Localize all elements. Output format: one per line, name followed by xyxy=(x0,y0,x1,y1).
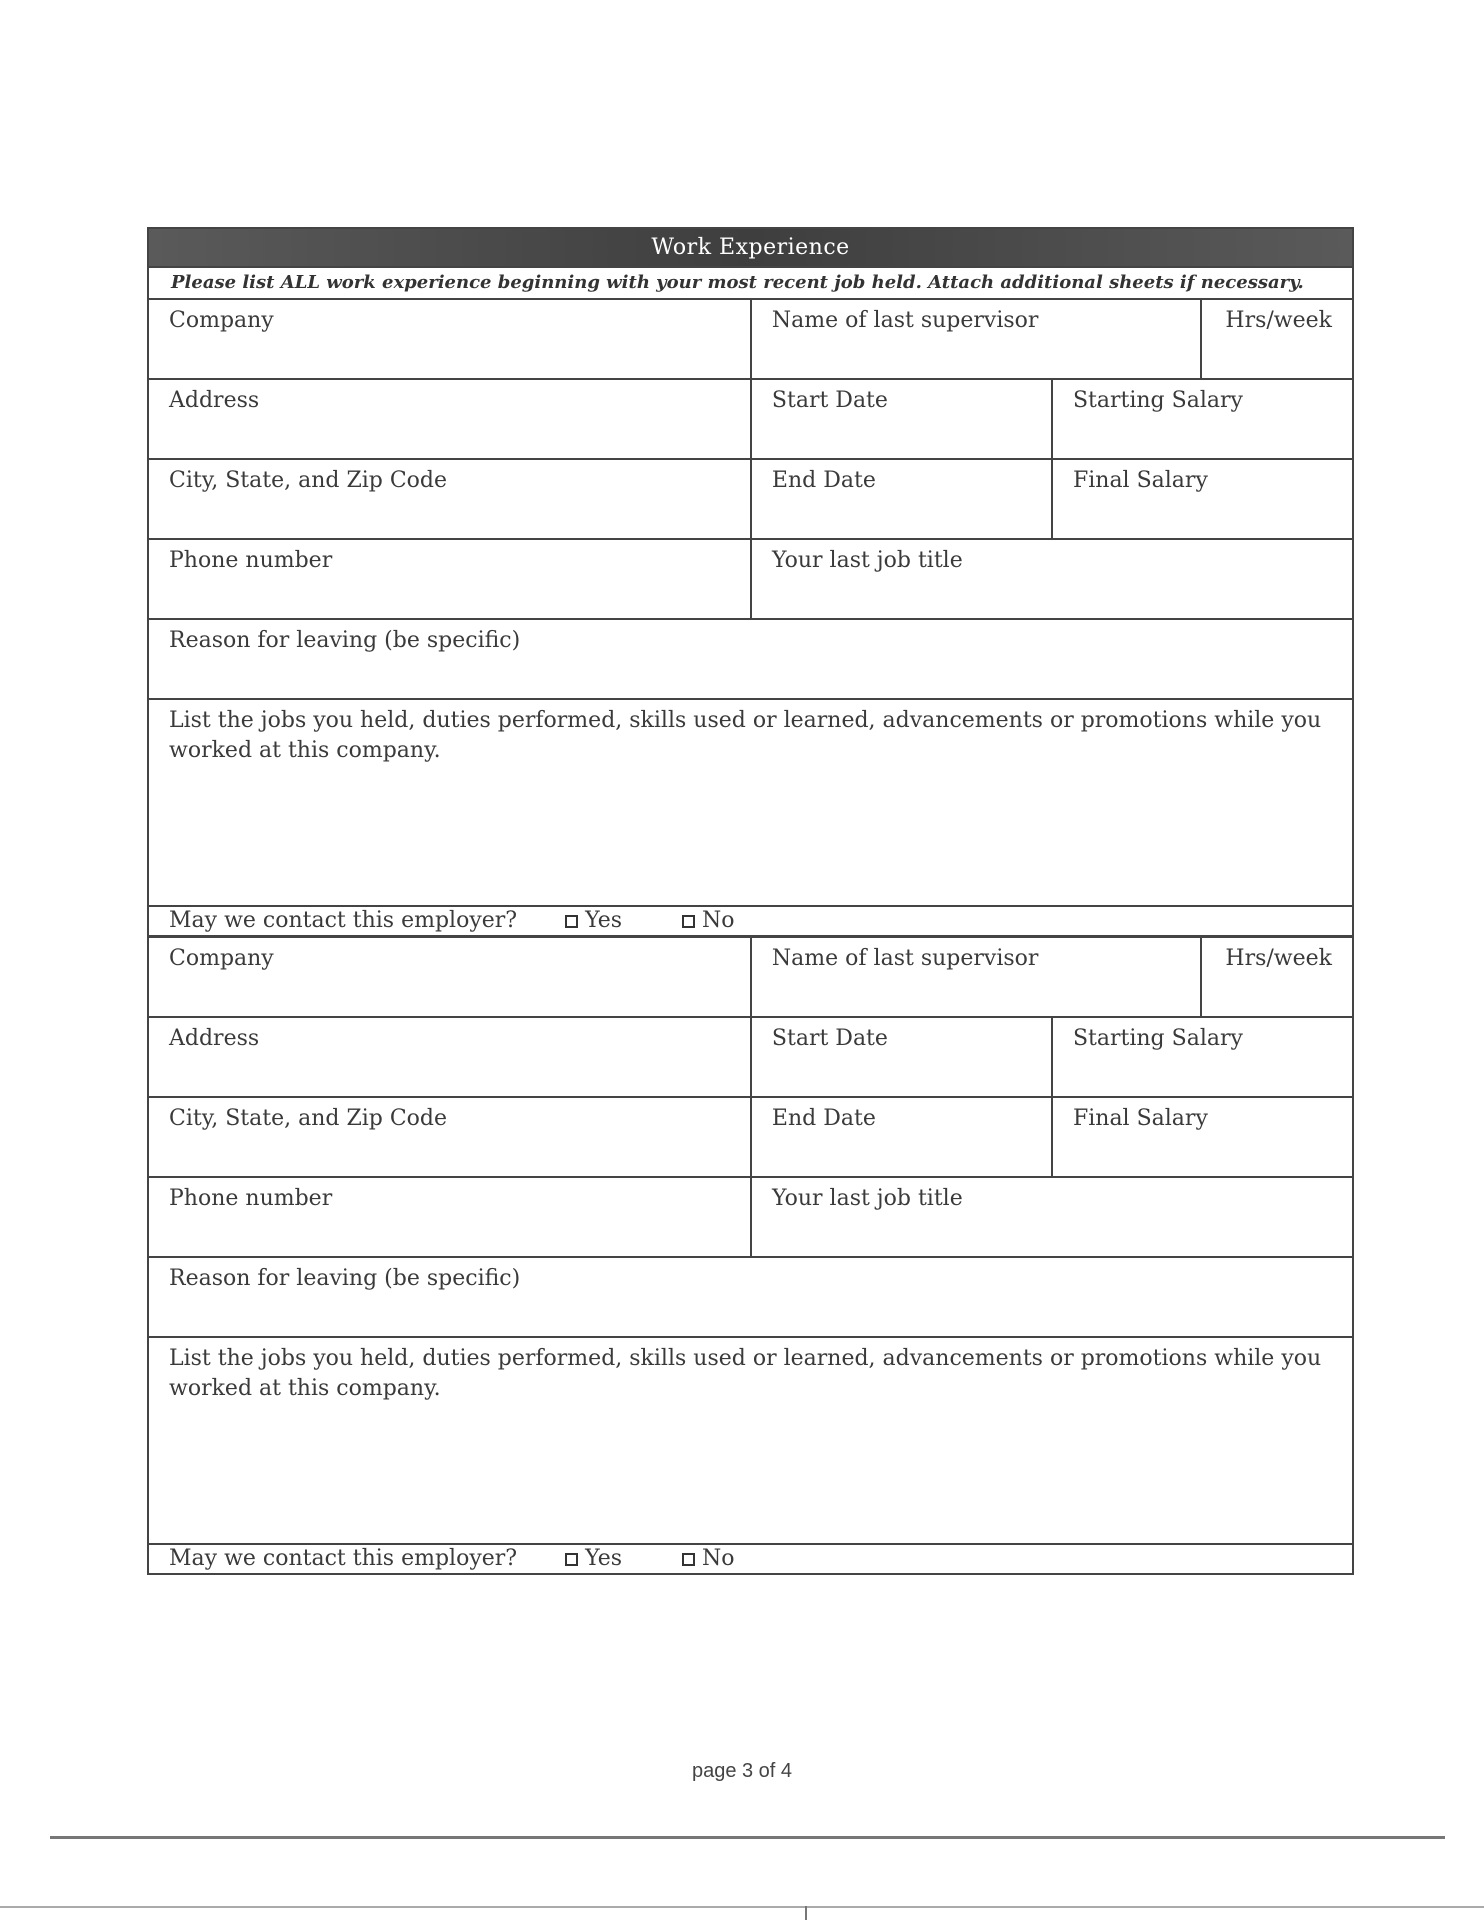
supervisor-field[interactable]: Name of last supervisor xyxy=(750,300,1200,378)
company-field[interactable]: Company xyxy=(169,308,274,333)
address-field[interactable]: Address xyxy=(169,1026,260,1051)
company-field[interactable]: Company xyxy=(169,946,274,971)
instructions: Please list ALL work experience beginning with your most recent job held. Attach additional sheets if necessary. xyxy=(149,266,1352,298)
starting-salary-field[interactable]: Starting Salary xyxy=(1051,1018,1352,1096)
hrs-week-field[interactable]: Hrs/week xyxy=(1200,938,1352,1016)
yes-label: Yes xyxy=(585,908,623,933)
contact-question: May we contact this employer? xyxy=(169,908,518,933)
city-state-zip-field[interactable]: City, State, and Zip Code xyxy=(169,1106,448,1131)
checkbox-icon xyxy=(682,1553,695,1566)
contact-employer-row xyxy=(149,907,1352,935)
final-salary-field[interactable]: Final Salary xyxy=(1051,460,1352,538)
contact-yes-checkbox[interactable] xyxy=(565,1545,622,1573)
no-label: No xyxy=(702,1546,735,1571)
reason-for-leaving-field[interactable]: Reason for leaving (be specific) xyxy=(169,628,521,653)
start-date-field[interactable]: Start Date xyxy=(750,1018,1051,1096)
checkbox-icon xyxy=(565,1553,578,1566)
address-field[interactable]: Address xyxy=(169,388,260,413)
scan-edge-line xyxy=(0,1906,1484,1908)
contact-employer-row xyxy=(149,1545,1352,1573)
start-date-field[interactable]: Start Date xyxy=(750,380,1051,458)
work-experience-form xyxy=(147,227,1354,1575)
final-salary-field[interactable]: Final Salary xyxy=(1051,1098,1352,1176)
contact-question: May we contact this employer? xyxy=(169,1546,518,1571)
page-number: page 3 of 4 xyxy=(691,1760,793,1782)
phone-field[interactable]: Phone number xyxy=(169,1186,333,1211)
contact-yes-checkbox[interactable] xyxy=(565,907,622,935)
city-state-zip-field[interactable]: City, State, and Zip Code xyxy=(169,468,448,493)
yes-label: Yes xyxy=(585,1546,623,1571)
scan-edge-mark xyxy=(805,1906,807,1920)
checkbox-icon xyxy=(682,915,695,928)
reason-for-leaving-field[interactable]: Reason for leaving (be specific) xyxy=(169,1266,521,1291)
hrs-week-field[interactable]: Hrs/week xyxy=(1200,300,1352,378)
end-date-field[interactable]: End Date xyxy=(750,460,1051,538)
job-title-field[interactable]: Your last job title xyxy=(750,540,1352,618)
end-date-field[interactable]: End Date xyxy=(750,1098,1051,1176)
duties-field[interactable]: List the jobs you held, duties performed, skills used or learned, advancements or promotions while you worked at this company. xyxy=(169,708,1322,763)
no-label: No xyxy=(702,908,735,933)
section-title: Work Experience xyxy=(149,229,1352,266)
contact-no-checkbox[interactable] xyxy=(682,907,735,935)
duties-field[interactable]: List the jobs you held, duties performed, skills used or learned, advancements or promotions while you worked at this company. xyxy=(169,1346,1322,1401)
supervisor-field[interactable]: Name of last supervisor xyxy=(750,938,1200,1016)
starting-salary-field[interactable]: Starting Salary xyxy=(1051,380,1352,458)
contact-no-checkbox[interactable] xyxy=(682,1545,735,1573)
checkbox-icon xyxy=(565,915,578,928)
scan-edge-line xyxy=(50,1836,1445,1839)
job-title-field[interactable]: Your last job title xyxy=(750,1178,1352,1256)
phone-field[interactable]: Phone number xyxy=(169,548,333,573)
